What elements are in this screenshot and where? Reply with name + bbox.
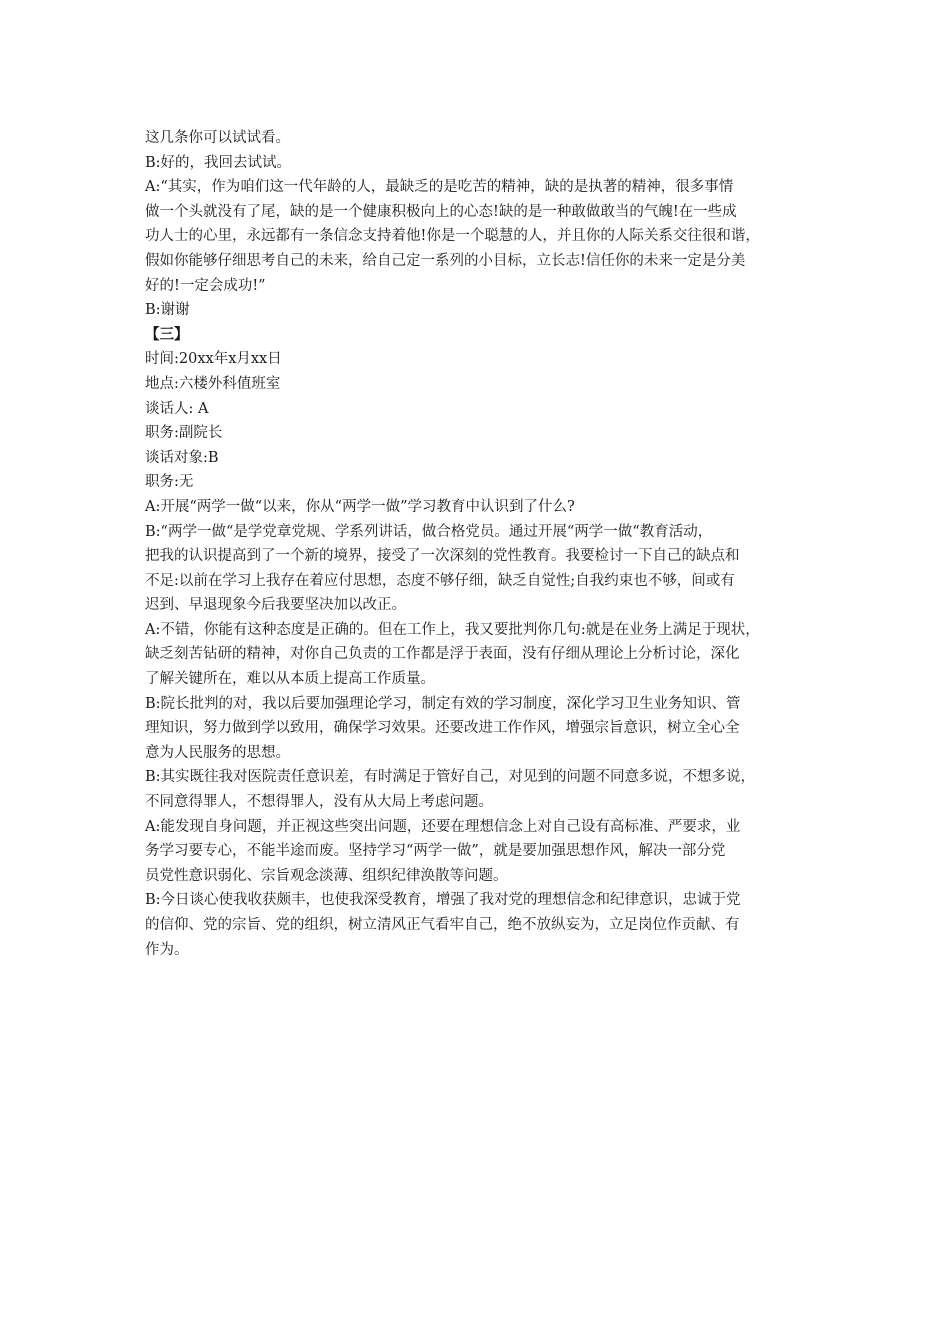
meta-listener-title: 职务:无 [145,474,194,491]
text-line: 把我的认识提高到了一个新的境界，接受了一次深刻的党性教育。我要检讨一下自己的缺点和 [145,548,740,565]
text-line: A:不错，你能有这种态度是正确的。但在工作上，我又要批判你几句:就是在业务上满足于现状， [145,621,760,638]
text-line: 不足:以前在学习上我存在着应付思想，态度不够仔细，缺乏自觉性;自我约束也不够，间或有 [145,572,735,589]
text-line: B:院长批判的对，我以后要加强理论学习，制定有效的学习制度，深化学习卫生业务知识、管 [145,695,741,712]
text-line: 务学习要专心，不能半途而废。坚持学习“两学一做”，就是要加强思想作风，解决一部分党 [145,843,726,860]
text-line: 这几条你可以试试看。 [145,130,290,146]
text-line: A:开展“两学一做“以来，你从“两学一做”学习教育中认识到了什么? [145,498,575,515]
text-line: 意为人民服务的思想。 [145,744,290,761]
text-line: B:其实既往我对医院责任意识差，有时满足于管好自己，对见到的问题不同意多说，不想多说， [145,769,756,786]
text-line: 理知识，努力做到学以致用，确保学习效果。还要改进工作作风，增强宗旨意识，树立全心全 [145,720,740,737]
text-line: B:“两学一做“是学党章党规、学系列讲话，做合格党员。通过开展“两学一做“教育活动， [145,523,713,540]
text-line: 不同意得罪人，不想得罪人，没有从大局上考虑问题。 [145,794,493,811]
text-line: A:能发现自身问题，并正视这些突出问题，还要在理想信念上对自己设有高标准、严要求，业 [145,818,741,835]
text-line: 员党性意识弱化、宗旨观念淡薄、组织纪律涣散等问题。 [145,867,508,884]
text-line: 了解关键所在，难以从本质上提高工作质量。 [145,671,435,688]
text-line: 迟到、早退现象今后我要坚决加以改正。 [145,597,406,614]
meta-time: 时间:20xx年x月xx日 [145,351,282,368]
meta-location: 地点:六楼外科值班室 [145,375,281,392]
text-line: 好的!一定会成功!” [145,277,266,294]
document-body [145,126,825,962]
section-heading: 【三】 [145,325,189,343]
text-line: 作为。 [145,941,189,958]
text-line: 做一个头就没有了尾，缺的是一个健康积极向上的心态!缺的是一种敢做敢当的气魄!在一些成 [145,203,737,220]
text-line: 的信仰、党的宗旨、党的组织，树立清风正气看牢自己，绝不放纵妄为，立足岗位作贡献、有 [145,917,740,933]
meta-listener: 谈话对象:B [145,449,219,466]
meta-speaker-title: 职务:副院长 [145,425,223,442]
text-line: A:“其实，作为咱们这一代年龄的人，最缺乏的是吃苦的精神，缺的是执著的精神，很多事情 [145,179,734,196]
text-line: 假如你能够仔细思考自己的未来，给自己定一系列的小目标，立长志!信任你的未来一定是分美 [145,252,746,269]
text-line: 缺乏刻苦钻研的精神，对你自己负责的工作都是浮于表面，没有仔细从理论上分析讨论，深化 [145,646,740,663]
text-line: B:谢谢 [145,302,190,319]
text-line: B:好的，我回去试试。 [145,154,292,171]
text-line: 功人士的心里，永远都有一条信念支持着他!你是一个聪慧的人，并且你的人际关系交往很和谐， [145,228,760,245]
meta-speaker: 谈话人: A [145,400,209,417]
text-line: B:今日谈心使我收获颇丰，也使我深受教育，增强了我对党的理想信念和纪律意识，忠诚于党 [145,892,741,909]
